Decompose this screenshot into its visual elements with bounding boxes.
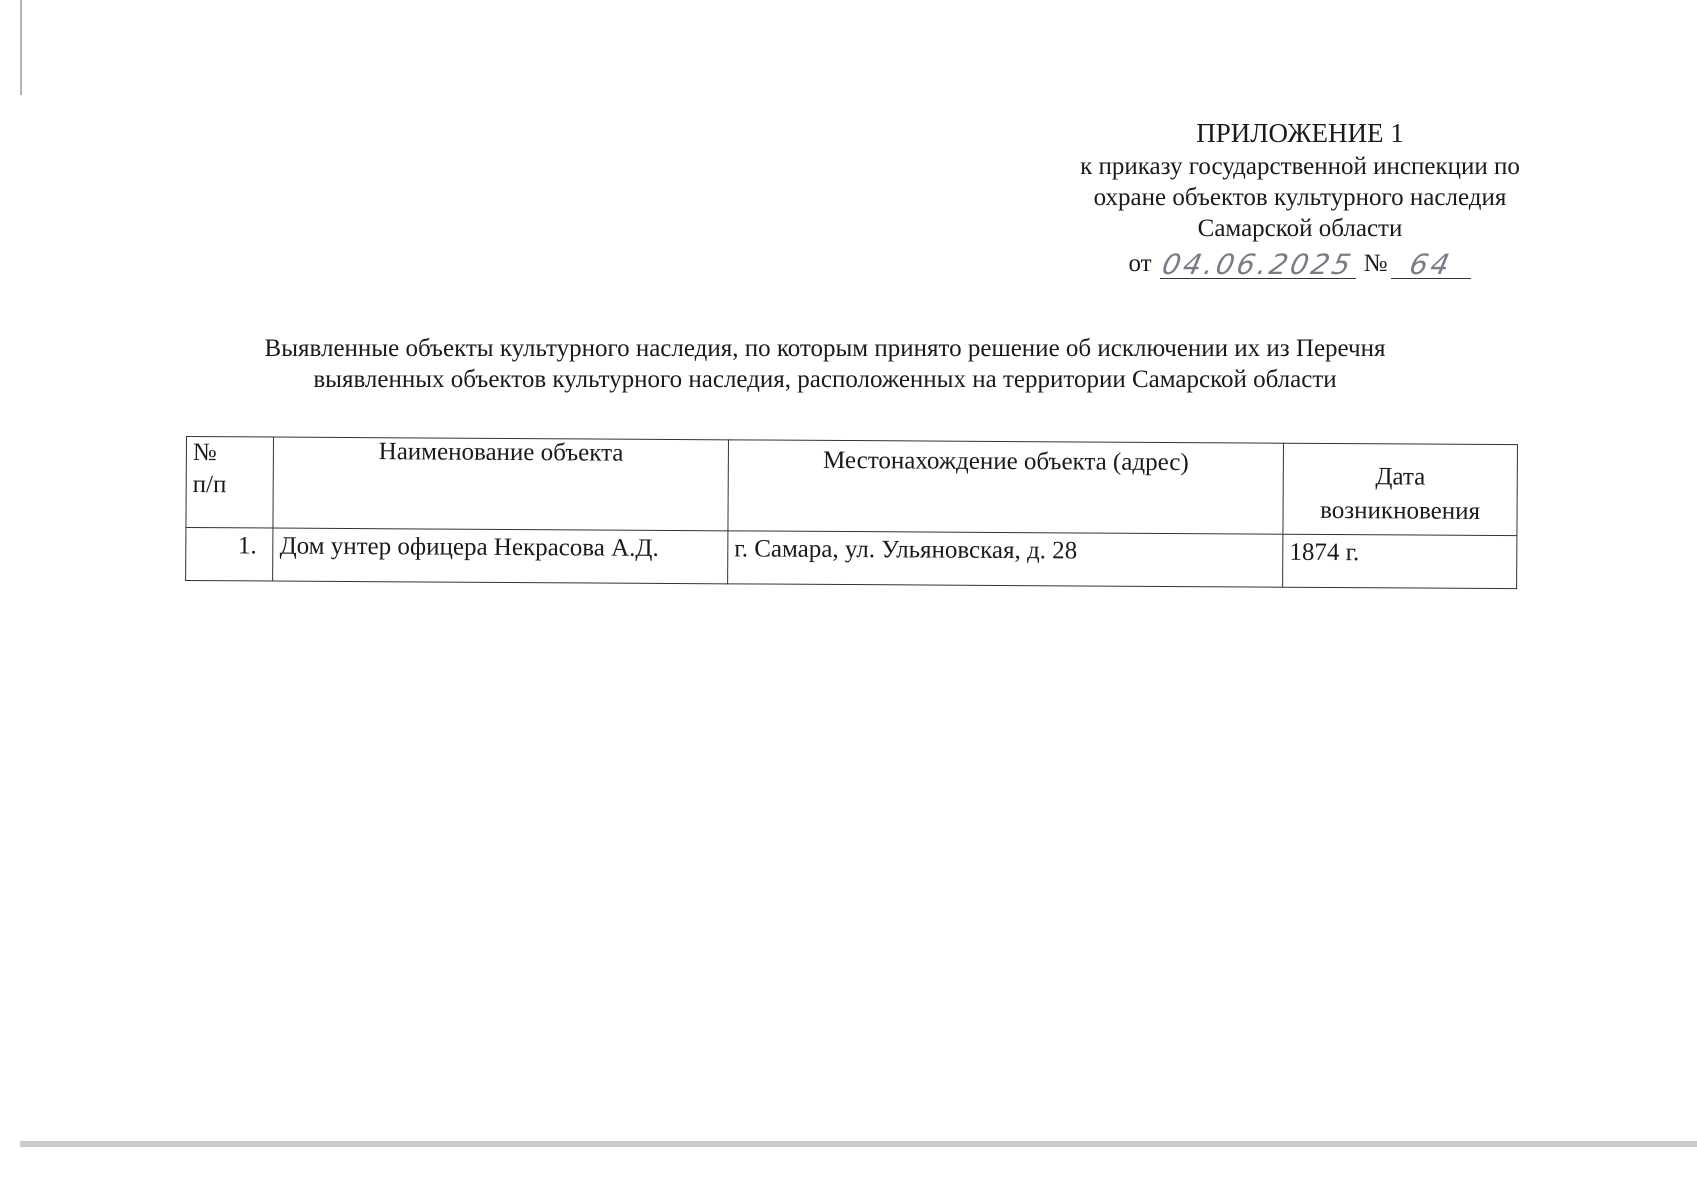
header-name: Наименование объекта bbox=[273, 437, 728, 531]
appendix-heading: ПРИЛОЖЕНИЕ 1 bbox=[1196, 118, 1404, 148]
order-number-field bbox=[1391, 246, 1471, 279]
row-object-address: г. Самара, ул. Ульяновская, д. 28 bbox=[728, 531, 1283, 587]
appendix-line-2: охране объектов культурного наследия bbox=[1093, 184, 1507, 211]
appendix-line-1: к приказу государственной инспекции по bbox=[1080, 153, 1520, 180]
header-number-pp: п/п bbox=[192, 471, 227, 499]
number-prefix: № bbox=[1363, 250, 1388, 277]
date-prefix: от bbox=[1128, 250, 1152, 277]
appendix-line-3: Самарской области bbox=[1197, 215, 1403, 242]
scan-edge-mark bbox=[20, 0, 22, 95]
table-row bbox=[186, 528, 1517, 589]
row-number: 1. bbox=[186, 528, 274, 582]
table-header-row bbox=[186, 437, 1518, 536]
title-line-1: Выявленные объекты культурного наследия, по которым принято решение об исключении их из Перечня bbox=[264, 335, 1386, 362]
header-number-sign: № bbox=[192, 439, 217, 467]
order-date-field bbox=[1160, 246, 1356, 279]
scan-bottom-band bbox=[20, 1141, 1697, 1147]
order-date-number-line bbox=[1000, 246, 1600, 279]
handwritten-date: 04.06.2025 bbox=[1158, 248, 1357, 281]
header-number bbox=[186, 437, 274, 529]
handwritten-number: 64 bbox=[1407, 248, 1456, 281]
header-date-line-2: возникновения bbox=[1320, 496, 1481, 525]
header-date bbox=[1283, 443, 1517, 535]
header-date-line-1: Дата bbox=[1375, 463, 1426, 491]
row-object-name: Дом унтер офицера Некрасова А.Д. bbox=[273, 528, 728, 584]
header-address: Местонахождение объекта (адрес) bbox=[728, 440, 1284, 534]
row-object-date: 1874 г. bbox=[1283, 534, 1517, 588]
title-line-2: выявленных объектов культурного наследия, расположенных на территории Самарской области bbox=[313, 366, 1337, 393]
heritage-objects-table bbox=[185, 436, 1518, 589]
appendix-block bbox=[1000, 118, 1600, 279]
document-title bbox=[160, 333, 1490, 395]
